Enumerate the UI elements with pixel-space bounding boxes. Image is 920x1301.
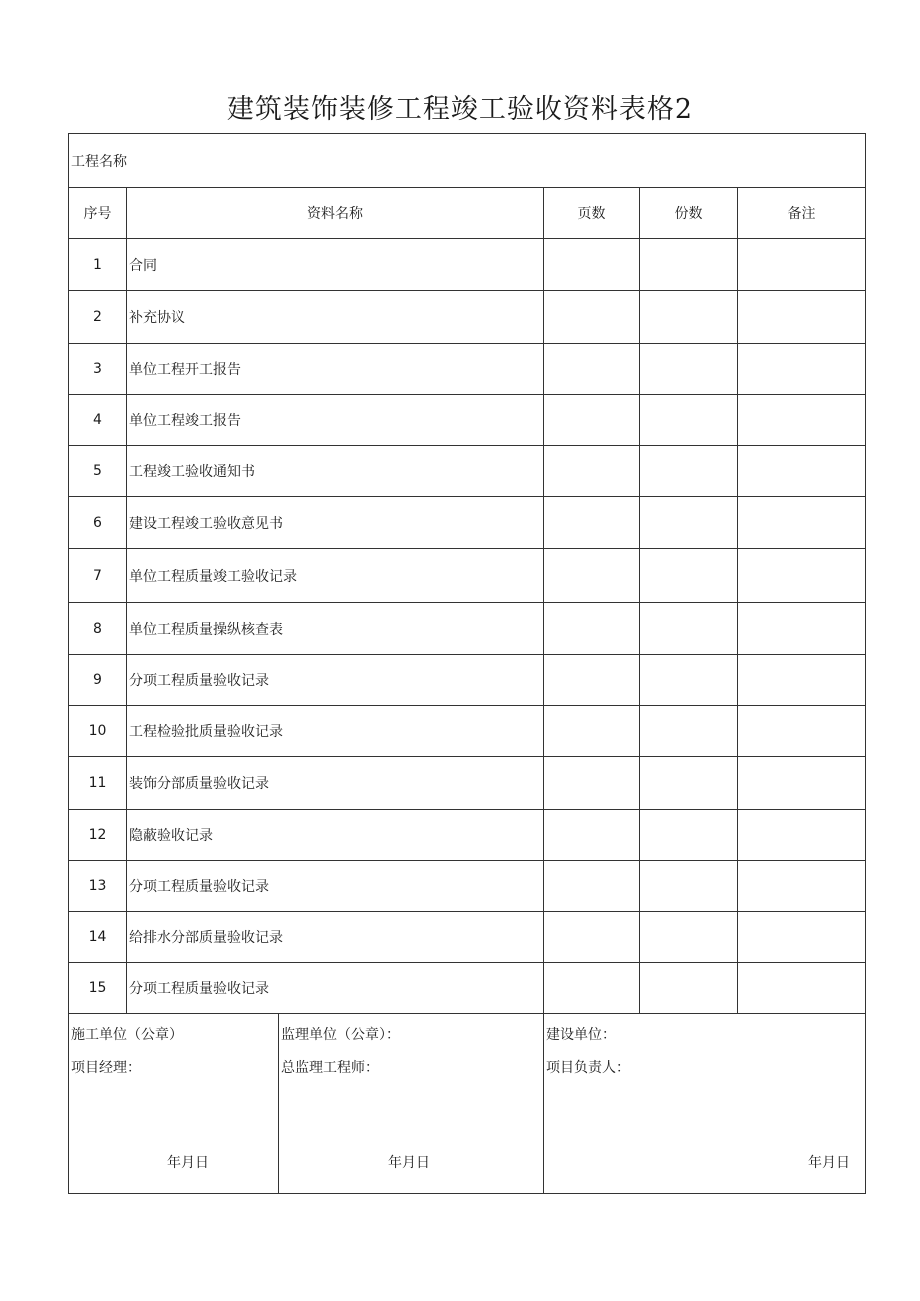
table-row [69, 239, 866, 291]
remarks-cell[interactable] [738, 963, 866, 1014]
copies-cell[interactable] [640, 344, 738, 395]
remarks-cell[interactable] [738, 344, 866, 395]
document-name: 单位工程竣工报告 [127, 395, 544, 446]
project-leader-label: 项目负责人： [546, 1060, 630, 1076]
document-name: 补充协议 [127, 291, 544, 344]
table-row [69, 497, 866, 549]
pages-cell[interactable] [544, 239, 640, 291]
row-number: 1 [69, 239, 127, 291]
document-name: 单位工程质量竣工验收记录 [127, 549, 544, 603]
construction-date-label: 年月日 [167, 1155, 209, 1171]
row-number: 4 [69, 395, 127, 446]
header-row [69, 188, 866, 239]
header-remarks: 备注 [738, 188, 866, 239]
table-row [69, 655, 866, 706]
pages-cell[interactable] [544, 291, 640, 344]
document-name: 单位工程质量操纵核查表 [127, 603, 544, 655]
remarks-cell[interactable] [738, 239, 866, 291]
chief-supervisor-label: 总监理工程师： [281, 1060, 379, 1076]
table-row [69, 912, 866, 963]
row-number: 9 [69, 655, 127, 706]
remarks-cell[interactable] [738, 912, 866, 963]
copies-cell[interactable] [640, 603, 738, 655]
remarks-cell[interactable] [738, 655, 866, 706]
copies-cell[interactable] [640, 395, 738, 446]
row-number: 13 [69, 861, 127, 912]
copies-cell[interactable] [640, 291, 738, 344]
owner-signature-cell[interactable] [544, 1014, 866, 1194]
remarks-cell[interactable] [738, 861, 866, 912]
header-no: 序号 [69, 188, 127, 239]
header-copies: 份数 [640, 188, 738, 239]
owner-unit-label: 建设单位： [546, 1027, 616, 1043]
table-row [69, 810, 866, 861]
acceptance-documents-table [68, 133, 866, 1194]
table-row [69, 757, 866, 810]
copies-cell[interactable] [640, 706, 738, 757]
table-row [69, 603, 866, 655]
pages-cell[interactable] [544, 446, 640, 497]
pages-cell[interactable] [544, 912, 640, 963]
row-number: 2 [69, 291, 127, 344]
pages-cell[interactable] [544, 706, 640, 757]
pages-cell[interactable] [544, 810, 640, 861]
remarks-cell[interactable] [738, 810, 866, 861]
document-name: 分项工程质量验收记录 [127, 861, 544, 912]
copies-cell[interactable] [640, 963, 738, 1014]
row-number: 3 [69, 344, 127, 395]
owner-date-label: 年月日 [808, 1155, 851, 1171]
copies-cell[interactable] [640, 655, 738, 706]
document-name: 合同 [127, 239, 544, 291]
table-row [69, 963, 866, 1014]
document-name: 建设工程竣工验收意见书 [127, 497, 544, 549]
table-row [69, 291, 866, 344]
supervision-signature-cell[interactable] [279, 1014, 544, 1194]
supervision-unit-label: 监理单位（公章）： [281, 1027, 400, 1043]
document-name: 单位工程开工报告 [127, 344, 544, 395]
remarks-cell[interactable] [738, 291, 866, 344]
row-number: 10 [69, 706, 127, 757]
remarks-cell[interactable] [738, 549, 866, 603]
document-name: 分项工程质量验收记录 [127, 655, 544, 706]
project-name-row [69, 134, 866, 188]
table-row [69, 861, 866, 912]
project-name-cell[interactable] [69, 134, 866, 188]
document-name: 分项工程质量验收记录 [127, 963, 544, 1014]
row-number: 14 [69, 912, 127, 963]
row-number: 5 [69, 446, 127, 497]
construction-unit-label: 施工单位（公章） [71, 1027, 183, 1043]
pages-cell[interactable] [544, 963, 640, 1014]
copies-cell[interactable] [640, 239, 738, 291]
construction-signature-cell[interactable] [69, 1014, 279, 1194]
document-name: 隐蔽验收记录 [127, 810, 544, 861]
document-name: 装饰分部质量验收记录 [127, 757, 544, 810]
pages-cell[interactable] [544, 497, 640, 549]
copies-cell[interactable] [640, 757, 738, 810]
copies-cell[interactable] [640, 861, 738, 912]
remarks-cell[interactable] [738, 497, 866, 549]
table-row [69, 549, 866, 603]
table-row [69, 446, 866, 497]
remarks-cell[interactable] [738, 757, 866, 810]
row-number: 11 [69, 757, 127, 810]
remarks-cell[interactable] [738, 395, 866, 446]
pages-cell[interactable] [544, 344, 640, 395]
row-number: 12 [69, 810, 127, 861]
copies-cell[interactable] [640, 810, 738, 861]
copies-cell[interactable] [640, 549, 738, 603]
header-name: 资料名称 [127, 188, 544, 239]
table-row [69, 395, 866, 446]
remarks-cell[interactable] [738, 446, 866, 497]
pages-cell[interactable] [544, 395, 640, 446]
document-name: 工程检验批质量验收记录 [127, 706, 544, 757]
project-name-label: 工程名称 [71, 153, 127, 170]
copies-cell[interactable] [640, 446, 738, 497]
pages-cell[interactable] [544, 655, 640, 706]
header-pages: 页数 [544, 188, 640, 239]
row-number: 15 [69, 963, 127, 1014]
signature-row [69, 1014, 866, 1194]
document-title: 建筑装饰装修工程竣工验收资料表格2 [226, 94, 694, 125]
supervision-date-label: 年月日 [388, 1155, 430, 1171]
pages-cell[interactable] [544, 861, 640, 912]
document-name: 工程竣工验收通知书 [127, 446, 544, 497]
pages-cell[interactable] [544, 549, 640, 603]
table-row [69, 344, 866, 395]
remarks-cell[interactable] [738, 706, 866, 757]
pages-cell[interactable] [544, 757, 640, 810]
row-number: 6 [69, 497, 127, 549]
pages-cell[interactable] [544, 603, 640, 655]
row-number: 7 [69, 549, 127, 603]
document-name: 给排水分部质量验收记录 [127, 912, 544, 963]
copies-cell[interactable] [640, 912, 738, 963]
row-number: 8 [69, 603, 127, 655]
project-manager-label: 项目经理： [71, 1060, 141, 1076]
table-row [69, 706, 866, 757]
remarks-cell[interactable] [738, 603, 866, 655]
copies-cell[interactable] [640, 497, 738, 549]
